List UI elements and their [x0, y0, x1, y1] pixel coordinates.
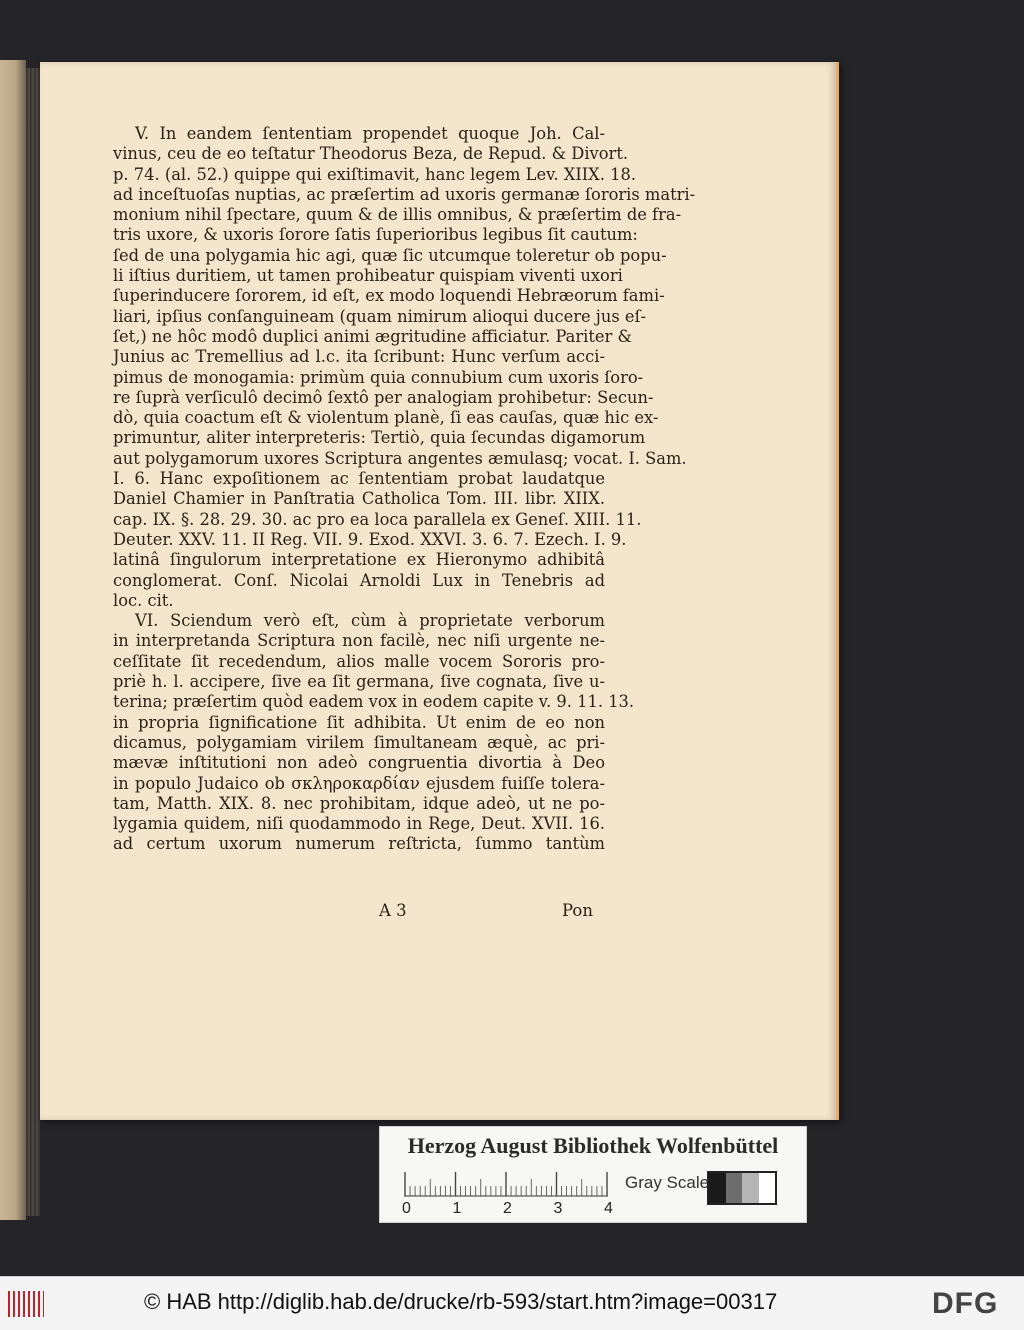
ruler-number: 2	[503, 1200, 512, 1217]
ruler-number: 0	[402, 1200, 411, 1217]
library-title: Herzog August Bibliothek Wolfenbüttel	[407, 1133, 779, 1158]
barcode-icon	[8, 1291, 44, 1317]
text-line: re ſuprà verſiculô decimô ſextô per analogiam prohibetur: Secun-	[113, 387, 654, 407]
text-line: ſet,) ne hôc modô duplici animi ægritudine afficiatur. Pariter &	[113, 326, 632, 346]
text-line: terina; præſertim quòd eadem vox in eodem capite v. 9. 11. 13.	[113, 692, 635, 712]
signature-mark: A 3	[379, 901, 407, 920]
gray-swatch-cell	[709, 1173, 726, 1203]
grayscale-swatch	[707, 1171, 777, 1205]
text-line: lygamia quidem, niſi quodammodo in Rege, Deut. XVII. 16.	[113, 814, 605, 834]
text-line: in interpretanda Scriptura non facilè, nec niſi urgente ne-	[113, 631, 605, 651]
text-line: I. 6. Hanc expoſitionem ac ſententiam probat laudatque	[113, 469, 605, 489]
page-stack	[26, 68, 40, 1216]
text-line: V. In eandem ſententiam propendet quoque Joh. Cal-	[135, 124, 605, 143]
text-line: ceſſitate ſit recedendum, alios malle vocem Sororis pro-	[113, 651, 605, 671]
viewer-footer-bar	[0, 1276, 1024, 1330]
text-line: ad certum uxorum numerum reſtricta, ſummo tantùm	[113, 834, 605, 854]
copyright-link[interactable]: © HAB http://diglib.hab.de/drucke/rb-593/start.htm?image=00317	[144, 1289, 778, 1314]
text-line: primuntur, aliter interpreteris: Tertiò, quia ſecundas digamorum	[113, 428, 646, 448]
text-line: dicamus, polygamiam virilem ſimultaneam æquè, ac pri-	[113, 732, 605, 752]
ruler-numbers	[402, 1200, 622, 1218]
gray-swatch-cell	[759, 1173, 776, 1203]
previous-page-edge	[0, 60, 26, 1220]
text-line: ſed de una polygamia hic agi, quæ ſic utcumque toleretur ob popu-	[113, 245, 667, 265]
text-line: liari, ipſius conſanguineam (quam nimirum alioqui ducere jus eſ-	[113, 306, 647, 326]
text-line: priè h. l. accipere, ſive ea ſit germana, ſive cognata, ſive u-	[113, 672, 605, 692]
text-line: in populo Judaico ob σκληροκαρδίαν ejusdem fuiſſe tolera-	[113, 773, 605, 793]
gray-swatch-cell	[726, 1173, 743, 1203]
text-line: ſuperinducere ſororem, id eſt, ex modo loquendi Hebræorum fami-	[113, 286, 665, 306]
text-line: dò, quia coactum eſt & violentum planè, ſi eas cauſas, quæ hic ex-	[113, 408, 659, 428]
text-line: ad inceſtuoſas nuptias, ac præſertim ad uxoris germanæ ſororis matri-	[113, 184, 696, 204]
color-ruler-card	[379, 1126, 807, 1223]
catchword: Pon	[562, 901, 593, 920]
text-line: Deuter. XXV. 11. II Reg. VII. 9. Exod. XXVI. 3. 6. 7. Ezech. I. 9.	[113, 529, 627, 549]
text-line: in propria ſignificatione ſit adhibita. Ut enim de eo non	[113, 712, 605, 732]
ruler-number: 1	[452, 1200, 462, 1217]
text-line: li iſtius duritiem, ut tamen prohibeatur quispiam viventi uxori	[113, 266, 623, 286]
text-line: tam, Matth. XIX. 8. nec prohibitam, idque adeò, ut ne po-	[113, 793, 605, 813]
ruler-ticks	[404, 1171, 614, 1197]
text-line: mævæ inſtitutioni non adeò congruentia divortia à Deo	[113, 753, 605, 773]
page-text	[113, 124, 696, 855]
gray-swatch-cell	[742, 1173, 759, 1203]
text-line: conglomerat. Conſ. Nicolai Arnoldi Lux in Tenebris ad	[113, 570, 605, 590]
text-line: latinâ ſingulorum interpretatione ex Hieronymo adhibitâ	[113, 550, 605, 570]
text-line: p. 74. (al. 52.) quippe qui exiſtimavit, hanc legem Lev. XIIX. 18.	[113, 164, 637, 184]
ruler-number: 4	[604, 1200, 613, 1217]
text-line: VI. Sciendum verò eſt, cùm à proprietate verborum	[135, 611, 605, 631]
dfg-logo: DFG	[932, 1287, 999, 1320]
text-line: monium nihil ſpectare, quum & de illis omnibus, & præſertim de fra-	[113, 205, 682, 225]
text-line: Junius ac Tremellius ad l.c. ita ſcribunt: Hunc verſum acci-	[113, 347, 605, 367]
text-line: cap. IX. §. 28. 29. 30. ac pro ea loca parallela ex Geneſ. XIII. 11.	[113, 509, 642, 529]
text-line: vinus, ceu de eo teſtatur Theodorus Beza, de Repud. & Divort.	[113, 144, 629, 164]
text-line: pimus de monogamia: primùm quia connubium cum uxoris ſoro-	[113, 367, 644, 387]
grayscale-label: Gray Scale	[625, 1173, 710, 1192]
text-line: tris uxore, & uxoris ſorore ſatis ſuperioribus legibus ſit cautum:	[113, 225, 638, 245]
text-line: Daniel Chamier in Panſtratia Catholica Tom. III. libr. XIIX.	[113, 489, 605, 509]
text-line: loc. cit.	[113, 590, 174, 610]
text-line: aut polygamorum uxores Scriptura angentes æmulasq; vocat. I. Sam.	[113, 448, 687, 468]
ruler-number: 3	[553, 1200, 563, 1217]
